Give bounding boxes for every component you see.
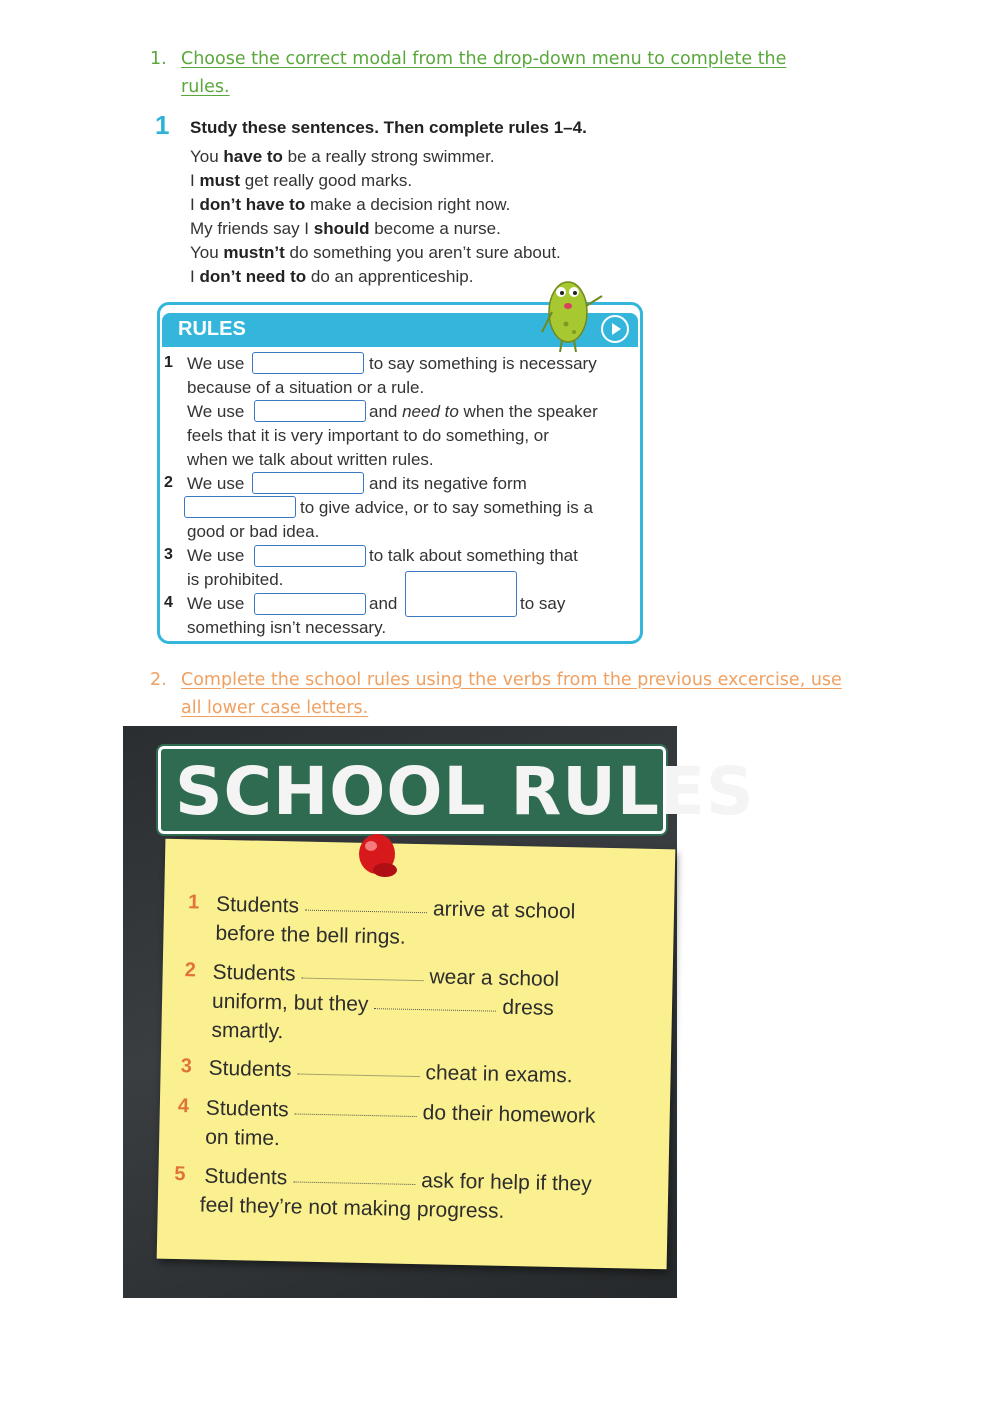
blank-line xyxy=(293,1181,415,1185)
rule-text: is prohibited. xyxy=(187,570,284,589)
rule3-answer-field[interactable] xyxy=(254,545,366,567)
rule4-answer-field[interactable] xyxy=(254,593,366,615)
rule-text: to say something is necessary xyxy=(369,354,597,373)
instruction-number: 1. xyxy=(150,49,167,69)
rule-number: 1 xyxy=(164,354,173,371)
instruction-text: all lower case letters. xyxy=(181,698,369,718)
example-sentences xyxy=(190,145,561,289)
rule-text: and its negative form xyxy=(369,474,527,493)
rule-number: 5 xyxy=(174,1162,186,1186)
school-rule-item: Students do their homework xyxy=(205,1096,596,1128)
blank-line xyxy=(305,910,427,914)
school-rule-text: before the bell rings. xyxy=(215,921,406,949)
rule4b-answer-field[interactable] xyxy=(405,571,517,617)
school-rule-text: on time. xyxy=(204,1125,281,1151)
rule-number: 2 xyxy=(164,474,173,491)
school-rules-list xyxy=(157,839,676,1270)
mascot-illustration xyxy=(530,262,610,354)
blank-line xyxy=(374,1008,496,1012)
rule-text: We use xyxy=(187,594,245,613)
school-rule-text: smartly. xyxy=(211,1018,284,1044)
instruction-text: Choose the correct modal from the drop-down menu to complete the xyxy=(181,49,787,69)
instruction-number: 2. xyxy=(150,670,167,690)
rule2-answer-field[interactable] xyxy=(252,472,364,494)
school-rule-text: feel they’re not making progress. xyxy=(199,1193,505,1223)
school-rule-item: Students ask for help if they xyxy=(204,1164,592,1196)
rule2b-answer-field[interactable] xyxy=(184,496,296,518)
instruction-1 xyxy=(150,45,910,105)
rule-text: because of a situation or a rule. xyxy=(187,378,425,397)
play-button[interactable] xyxy=(601,315,629,343)
rule-number: 1 xyxy=(187,891,200,914)
rule-text: to say xyxy=(520,594,566,613)
rule-text: something isn’t necessary. xyxy=(187,618,387,637)
school-rule-item: Students arrive at school xyxy=(215,892,576,924)
exercise-number: 1 xyxy=(155,110,170,140)
rule-text: We use xyxy=(187,546,245,565)
rule-text: and xyxy=(369,594,398,613)
rule-number: 2 xyxy=(184,959,197,982)
rule-text: to talk about something that xyxy=(369,546,578,565)
blank-line xyxy=(301,978,423,982)
rule-text: when we talk about written rules. xyxy=(187,450,434,469)
school-rules-image xyxy=(123,726,755,1298)
rule-number: 4 xyxy=(177,1095,190,1118)
rule1-answer-field[interactable] xyxy=(252,352,364,374)
rule-text: feels that it is very important to do something, or xyxy=(187,426,549,445)
sentence: You mustn’t do something you aren’t sure about. xyxy=(190,243,561,262)
rule-text: to give advice, or to say something is a xyxy=(300,498,593,517)
blank-line xyxy=(295,1113,417,1117)
instruction-2 xyxy=(150,666,950,726)
rule-number: 3 xyxy=(180,1055,193,1078)
instruction-text: rules. xyxy=(181,77,230,97)
sentence: I don’t have to make a decision right now. xyxy=(190,195,511,214)
rule-text: We use xyxy=(187,402,245,421)
rule-text: and need to when the speaker xyxy=(369,402,598,421)
instruction-text: Complete the school rules using the verbs from the previous excercise, use xyxy=(181,670,842,690)
school-rule-item: Students cheat in exams. xyxy=(208,1056,573,1088)
rules-title: RULES xyxy=(178,318,246,340)
blank-line xyxy=(297,1074,419,1078)
rule-number: 3 xyxy=(164,546,173,563)
school-rule-item: uniform, but they dress xyxy=(211,989,555,1020)
school-rules-sign xyxy=(158,746,755,834)
play-icon xyxy=(603,317,627,341)
rule-number: 4 xyxy=(164,594,173,611)
sentence: I must get really good marks. xyxy=(190,171,413,190)
rule-text: We use xyxy=(187,354,245,373)
sentence: My friends say I should become a nurse. xyxy=(190,219,501,238)
sign-text: SCHOOL RULES xyxy=(175,753,755,830)
rule1b-answer-field[interactable] xyxy=(254,400,366,422)
rule-text: good or bad idea. xyxy=(187,522,320,541)
sentence: I don’t need to do an apprenticeship. xyxy=(190,267,474,286)
exercise-heading: Study these sentences. Then complete rules 1–4. xyxy=(190,118,587,137)
sentence: You have to be a really strong swimmer. xyxy=(190,147,495,166)
school-rule-item: Students wear a school xyxy=(212,960,560,991)
rule-text: We use xyxy=(187,474,245,493)
